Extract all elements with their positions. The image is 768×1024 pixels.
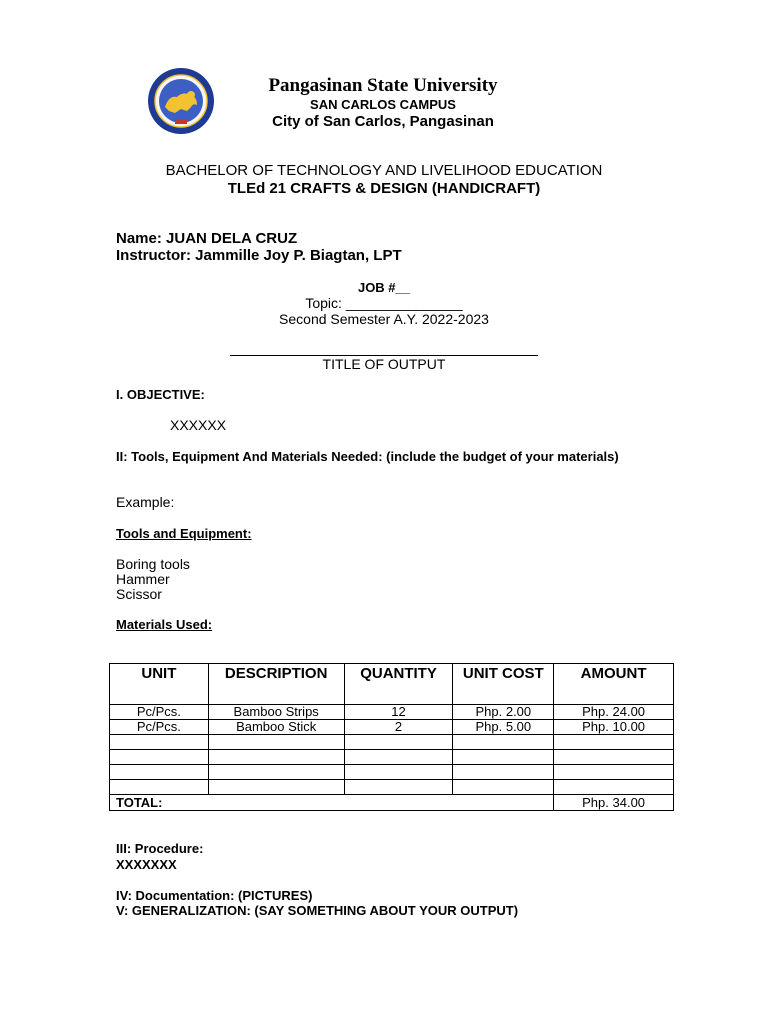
semester-line: Second Semester A.Y. 2022-2023 (279, 311, 489, 327)
table-cell: Bamboo Stick (208, 720, 344, 735)
total-label: TOTAL: (110, 795, 554, 811)
table-row (110, 735, 674, 750)
column-header: AMOUNT (554, 664, 674, 705)
column-header: QUANTITY (344, 664, 453, 705)
procedure-heading: III: Procedure: (116, 841, 204, 856)
student-name: Name: JUAN DELA CRUZ (116, 230, 298, 247)
instructor-name: Instructor: Jammille Joy P. Biagtan, LPT (116, 247, 402, 264)
topic-line: Topic: _______________ (305, 295, 463, 311)
table-row (110, 720, 674, 735)
tool-item: Boring tools (116, 556, 190, 572)
university-seal-logo (147, 67, 215, 135)
column-header: DESCRIPTION (208, 664, 344, 705)
table-cell: 2 (344, 720, 453, 735)
course-title: TLEd 21 CRAFTS & DESIGN (HANDICRAFT) (227, 180, 541, 197)
city-name: City of San Carlos, Pangasinan (272, 113, 494, 130)
tool-item: Scissor (116, 586, 162, 602)
table-row (110, 780, 674, 795)
column-header: UNIT (110, 664, 209, 705)
tools-equipment-heading: Tools and Equipment: (116, 526, 252, 541)
materials-table (109, 663, 674, 811)
procedure-text: XXXXXXX (116, 857, 177, 872)
campus-name: SAN CARLOS CAMPUS (310, 97, 456, 112)
generalization-heading: V: GENERALIZATION: (SAY SOMETHING ABOUT YOUR OUTPUT) (116, 903, 519, 918)
table-cell: Pc/Pcs. (110, 705, 209, 720)
objective-text: XXXXXX (170, 417, 227, 433)
tools-materials-heading: II: Tools, Equipment And Materials Needed: (include the budget of your materials) (116, 449, 619, 464)
total-value: Php. 34.00 (554, 795, 674, 811)
column-header: UNIT COST (453, 664, 554, 705)
materials-used-heading: Materials Used: (116, 617, 213, 632)
program-title: BACHELOR OF TECHNOLOGY AND LIVELIHOOD EDUCATION (165, 162, 603, 179)
table-row (110, 765, 674, 780)
documentation-heading: IV: Documentation: (PICTURES) (116, 888, 313, 903)
table-cell: Php. 5.00 (453, 720, 554, 735)
job-number: JOB #__ (357, 280, 411, 295)
table-cell: Php. 10.00 (554, 720, 674, 735)
table-cell: Php. 24.00 (554, 705, 674, 720)
table-cell: Php. 2.00 (453, 705, 554, 720)
objective-heading: I. OBJECTIVE: (116, 387, 205, 402)
table-cell: 12 (344, 705, 453, 720)
example-label: Example: (116, 494, 175, 510)
table-cell: Pc/Pcs. (110, 720, 209, 735)
table-row (110, 750, 674, 765)
university-name: Pangasinan State University (268, 75, 498, 96)
total-row (110, 795, 674, 811)
table-cell: Bamboo Strips (208, 705, 344, 720)
tool-item: Hammer (116, 571, 170, 587)
table-row (110, 705, 674, 720)
title-of-output: TITLE OF OUTPUT (322, 356, 446, 372)
table-header-row (110, 664, 674, 705)
